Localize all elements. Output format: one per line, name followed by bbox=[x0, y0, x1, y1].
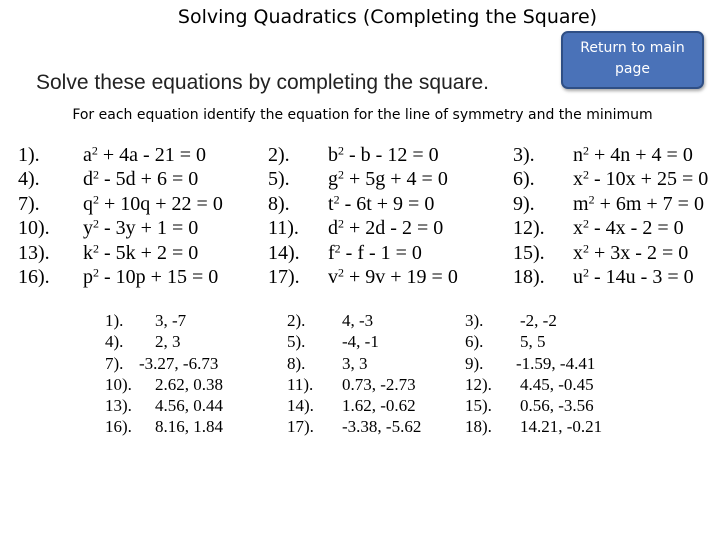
equation-number: 17). bbox=[268, 265, 300, 288]
equation-number: 5). bbox=[268, 168, 290, 191]
answer-number: 17). bbox=[287, 417, 314, 437]
equation-expression: $x^2 - 10x + 25 = 0$ bbox=[573, 167, 709, 191]
answer-value: 3, -7 bbox=[155, 311, 187, 330]
answer-value: -2, -2 bbox=[520, 311, 557, 330]
answer-number: 5). bbox=[287, 332, 306, 352]
answer-value: 3, 3 bbox=[342, 353, 368, 373]
answer-value: 4.56, 0.44 bbox=[155, 396, 223, 416]
return-to-main-page-button[interactable]: Return to main page bbox=[561, 31, 704, 89]
equation-expression: $p^2 - 10p + 15 = 0$ bbox=[83, 265, 219, 288]
equation-expression: $k^2 - 5k + 2 = 0$ bbox=[83, 240, 199, 264]
answer-number: 13). bbox=[105, 396, 132, 416]
instruction-text: For each equation identify the equation for the line of symmetry and the minimum bbox=[72, 107, 653, 123]
equation-expression: $y^2 - 3y + 1 = 0$ bbox=[83, 216, 199, 240]
answer-value: 5, 5 bbox=[520, 332, 546, 352]
answer-number: 3). bbox=[465, 311, 484, 330]
equation-number: 6). bbox=[513, 168, 535, 191]
worksheet-heading: Solve these equations by completing the square. bbox=[36, 71, 489, 94]
answer-number: 12). bbox=[465, 374, 492, 394]
answer-value: 8.16, 1.84 bbox=[155, 417, 223, 437]
equation-number: 14). bbox=[268, 241, 300, 264]
answer-value: -4, -1 bbox=[342, 332, 379, 352]
answer-number: 6). bbox=[465, 332, 484, 352]
equation-expression: $d^2 - 5d + 6 = 0$ bbox=[83, 167, 199, 191]
equation-number: 3). bbox=[513, 144, 535, 166]
equation-number: 1). bbox=[18, 144, 40, 166]
answer-number: 1). bbox=[105, 311, 124, 330]
equation-expression: $u^2 - 14u - 3 = 0$ bbox=[573, 265, 694, 288]
equation-number: 12). bbox=[513, 217, 545, 240]
answer-value: 2.62, 0.38 bbox=[155, 374, 223, 394]
answer-value: -1.59, -4.41 bbox=[516, 353, 596, 373]
equation-number: 11). bbox=[268, 217, 299, 240]
equation-number: 8). bbox=[268, 192, 290, 215]
equation-expression: $g^2 + 5g + 4 = 0$ bbox=[328, 167, 448, 191]
equation-expression: $v^2 + 9v + 19 = 0$ bbox=[328, 265, 458, 288]
equation-number: 10). bbox=[18, 217, 50, 240]
equation-expression: $a^2 + 4a - 21 = 0$ bbox=[83, 143, 206, 166]
answer-number: 8). bbox=[287, 353, 306, 373]
answer-value: 2, 3 bbox=[155, 332, 181, 352]
answer-value: 4, -3 bbox=[342, 311, 374, 330]
equation-number: 9). bbox=[513, 192, 535, 215]
equation-expression: $n^2 + 4n + 4 = 0$ bbox=[573, 143, 693, 166]
answer-number: 4). bbox=[105, 332, 124, 352]
equation-number: 7). bbox=[18, 192, 40, 215]
answer-number: 15). bbox=[465, 396, 492, 416]
equation-number: 16). bbox=[18, 265, 50, 288]
equation-expression: $x^2 - 4x - 2 = 0$ bbox=[573, 216, 684, 240]
answer-number: 11). bbox=[287, 374, 314, 394]
answer-number: 18). bbox=[465, 417, 492, 437]
answer-value: 14.21, -0.21 bbox=[520, 417, 603, 437]
equation-expression: $t^2 - 6t + 9 = 0$ bbox=[328, 192, 435, 215]
equation-number: 18). bbox=[513, 265, 545, 288]
equation-expression: $f^2 - f - 1 = 0$ bbox=[328, 240, 422, 264]
equation-expression: $m^2 + 6m + 7 = 0$ bbox=[573, 192, 704, 215]
answer-number: 14). bbox=[287, 396, 314, 416]
answer-value: -3.27, -6.73 bbox=[139, 353, 219, 373]
answer-value: 0.73, -2.73 bbox=[342, 374, 416, 394]
equation-expression: $b^2 - b - 12 = 0$ bbox=[328, 143, 439, 166]
equation-expression: $d^2 + 2d - 2 = 0$ bbox=[328, 216, 444, 240]
equation-expression: $x^2 + 3x - 2 = 0$ bbox=[573, 240, 689, 264]
answer-number: 16). bbox=[105, 417, 132, 437]
answer-number: 2). bbox=[287, 311, 306, 330]
equation-number: 13). bbox=[18, 241, 50, 264]
equation-expression: $q^2 + 10q + 22 = 0$ bbox=[83, 192, 223, 215]
answer-number: 7). bbox=[105, 353, 124, 373]
equation-number: 15). bbox=[513, 241, 545, 264]
answer-number: 9). bbox=[465, 353, 484, 373]
answer-value: -3.38, -5.62 bbox=[342, 417, 422, 437]
answer-number: 10). bbox=[105, 374, 132, 394]
answer-value: 0.56, -3.56 bbox=[520, 396, 594, 416]
answer-value: 1.62, -0.62 bbox=[342, 396, 416, 416]
answer-value: 4.45, -0.45 bbox=[520, 374, 594, 394]
page-title: Solving Quadratics (Completing the Square) bbox=[177, 6, 598, 28]
equation-number: 4). bbox=[18, 168, 40, 191]
equation-number: 2). bbox=[268, 144, 290, 166]
